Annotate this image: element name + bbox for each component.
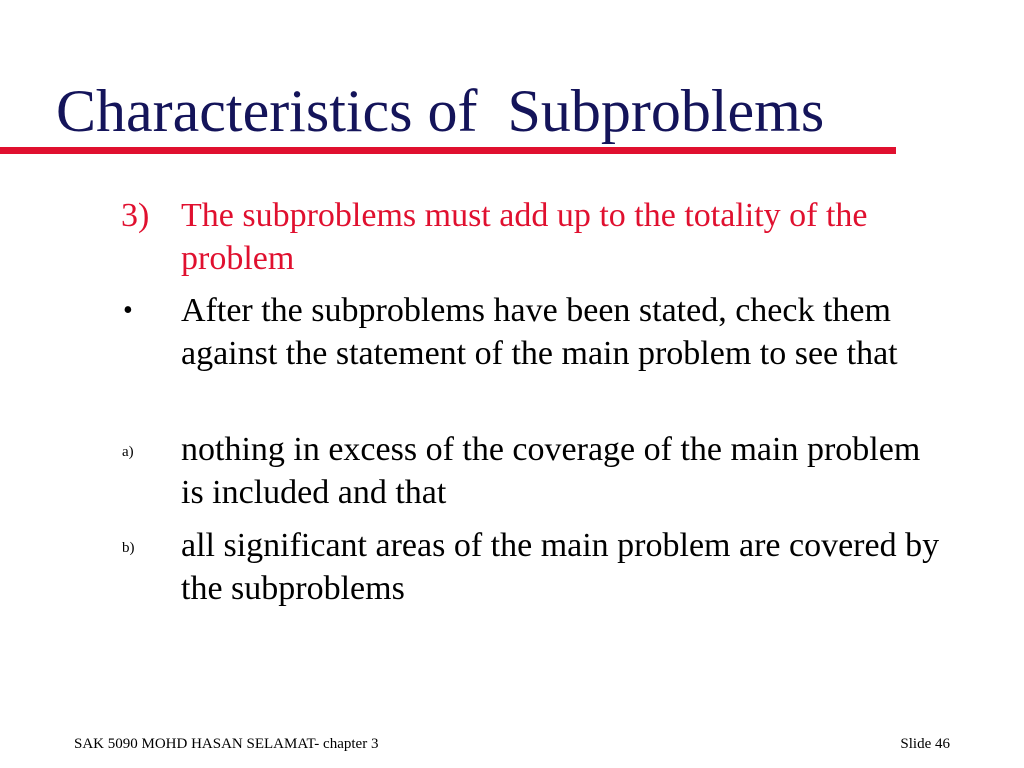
footer-course-label: SAK 5090 MOHD HASAN SELAMAT- chapter 3 bbox=[74, 736, 379, 752]
bullet-marker: • bbox=[123, 295, 133, 326]
item-text: all significant areas of the main problem are covered by the subproblems bbox=[181, 527, 940, 607]
slide-title: Characteristics of Subproblems bbox=[56, 78, 825, 144]
footer-slide-number: Slide 46 bbox=[900, 736, 950, 752]
item-text: The subproblems must add up to the totality of the problem bbox=[181, 197, 868, 277]
sub-item-marker: b) bbox=[122, 540, 135, 556]
item-text: nothing in excess of the coverage of the main problem is included and that bbox=[181, 431, 921, 511]
item-text: After the subproblems have been stated, check them against the statement of the main problem to see that bbox=[181, 292, 898, 372]
title-underline bbox=[0, 147, 896, 154]
item-number-marker: 3) bbox=[121, 197, 150, 234]
sub-item-marker: a) bbox=[122, 444, 134, 460]
